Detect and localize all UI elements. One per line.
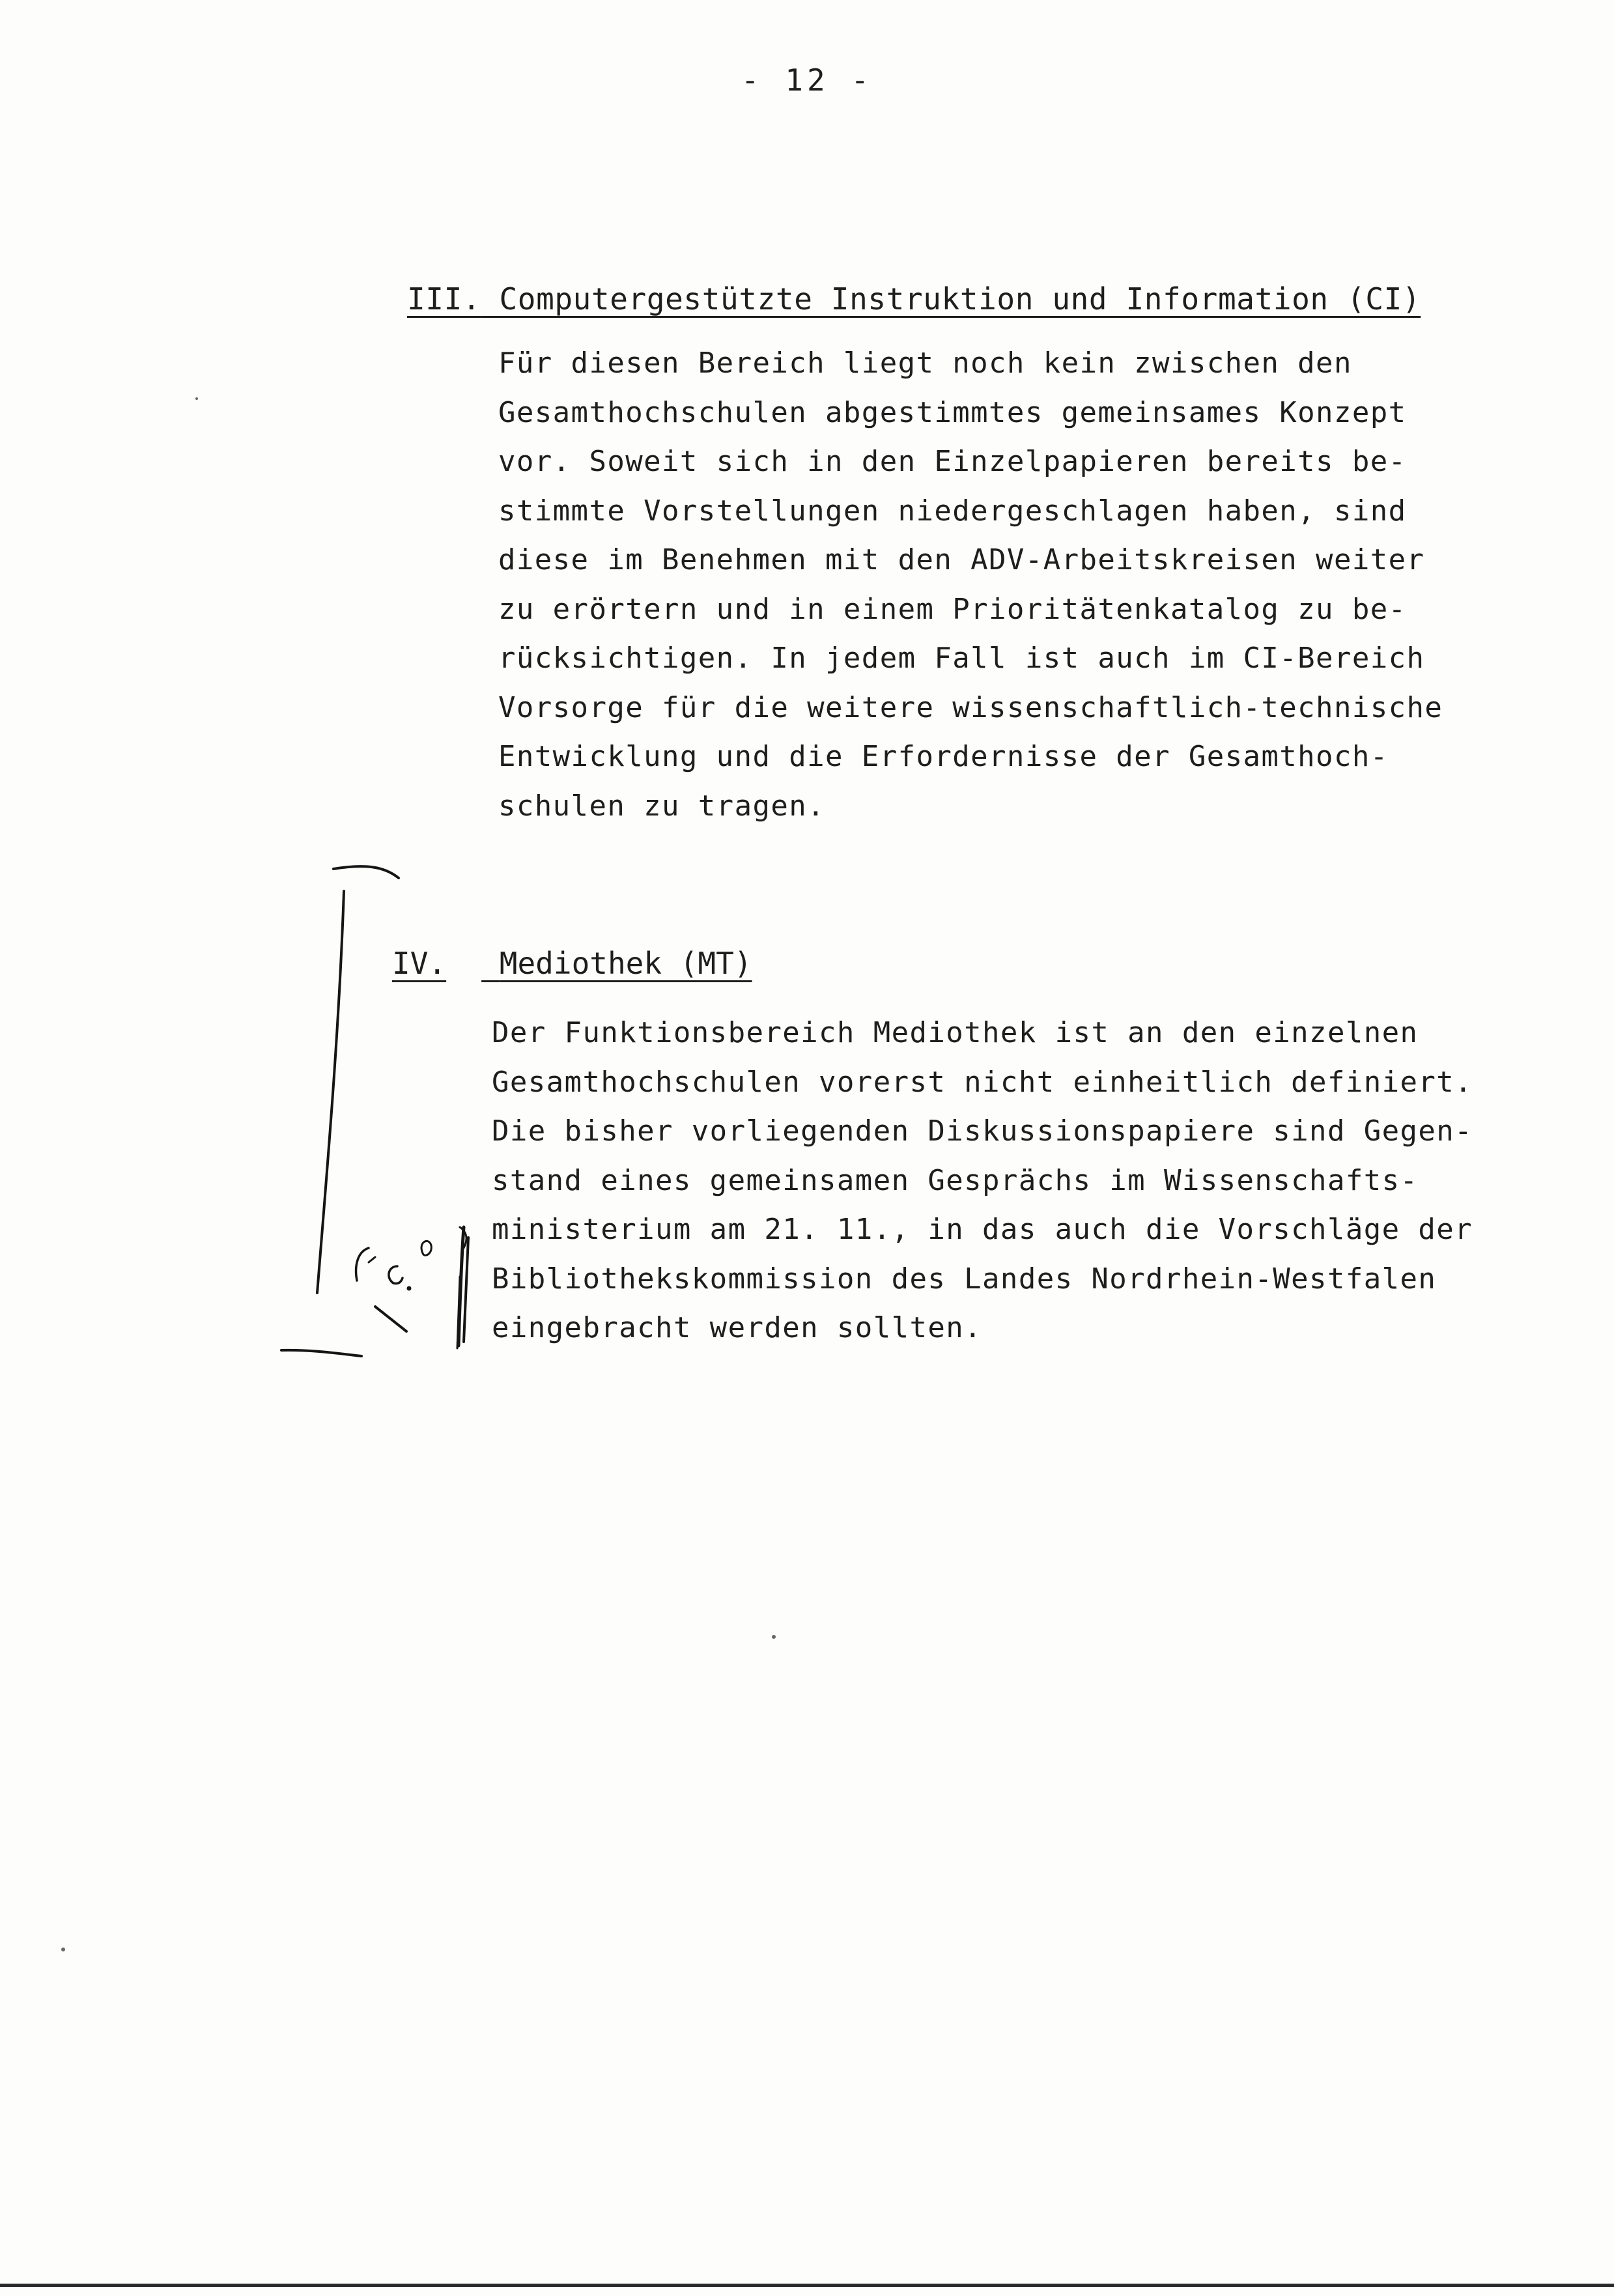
- section-3-title: Computergestützte Instruktion und Information (CI): [499, 281, 1421, 317]
- paragraph-line: rücksichtigen. In jedem Fall ist auch im CI-Bereich: [498, 642, 1425, 675]
- section-4-title: Mediothek (MT): [499, 946, 752, 981]
- diagonal-tick-stroke: [375, 1307, 406, 1331]
- scan-speck: [195, 397, 198, 400]
- paragraph-line: Entwicklung und die Erfordernisse der Gesamthoch-: [498, 740, 1389, 773]
- paragraph-line: diese im Benehmen mit den ADV-Arbeitskreisen weiter: [498, 543, 1425, 576]
- note-scribble-stroke: [421, 1241, 431, 1255]
- section-3-number: III.: [407, 281, 481, 317]
- bottom-rule: [0, 2284, 1614, 2287]
- paragraph-line: Gesamthochschulen abgestimmtes gemeinsames Konzept: [498, 395, 1407, 429]
- page-number: - 12 -: [741, 63, 873, 98]
- paragraph-line: Bibliothekskommission des Landes Nordrhein-Westfalen: [492, 1262, 1437, 1296]
- side-bar-stroke: [459, 1227, 464, 1346]
- section-4-heading: [392, 946, 752, 981]
- paragraph-line: Vorsorge für die weitere wissenschaftlich-technische: [498, 690, 1443, 724]
- scan-speck: [772, 1635, 776, 1639]
- note-scribble-stroke: [389, 1266, 403, 1284]
- paragraph-line: Für diesen Bereich liegt noch kein zwischen den: [498, 347, 1352, 380]
- bracket-vertical-stroke: [317, 891, 344, 1293]
- paragraph-line: Gesamthochschulen vorerst nicht einheitlich definiert.: [492, 1065, 1473, 1099]
- scan-speck: [61, 1948, 65, 1951]
- paragraph-line: stimmte Vorstellungen niedergeschlagen haben, sind: [498, 494, 1407, 528]
- section-4-number: IV.: [392, 946, 447, 981]
- note-scribble-stroke: [356, 1248, 369, 1281]
- paragraph-line: Der Funktionsbereich Mediothek ist an den einzelnen: [492, 1016, 1419, 1049]
- note-dot: [407, 1286, 412, 1291]
- bracket-curve-stroke: [460, 1227, 466, 1248]
- paragraph-line: eingebracht werden sollten.: [492, 1311, 983, 1344]
- paragraph-line: ministerium am 21. 11., in das auch die Vorschläge der: [492, 1213, 1473, 1246]
- paragraph-line: vor. Soweit sich in den Einzelpapieren bereits be-: [498, 445, 1407, 478]
- paragraph-line: stand eines gemeinsamen Gesprächs im Wissenschafts-: [492, 1163, 1419, 1197]
- paragraph-line: schulen zu tragen.: [498, 789, 826, 823]
- note-scribble-stroke: [369, 1257, 375, 1262]
- section-4-paragraph: [492, 1008, 1599, 1353]
- side-bar-stroke: [457, 1277, 460, 1348]
- side-bar-stroke: [464, 1238, 468, 1342]
- bracket-bottom-stroke: [281, 1350, 361, 1356]
- section-3-heading: [407, 281, 1421, 317]
- bracket-top-stroke: [333, 866, 399, 878]
- section-3-paragraph: [498, 339, 1566, 830]
- paragraph-line: Die bisher vorliegenden Diskussionspapiere sind Gegen-: [492, 1114, 1473, 1148]
- paragraph-line: zu erörtern und in einem Prioritätenkatalog zu be-: [498, 592, 1407, 626]
